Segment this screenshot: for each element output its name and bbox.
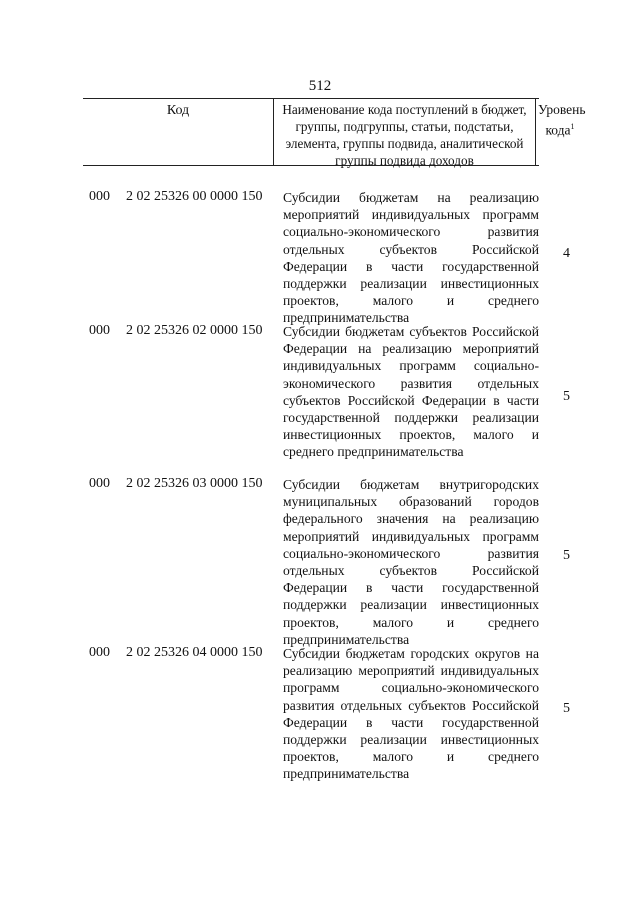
header-level-footnote: 1 (570, 122, 575, 131)
code-level: 5 (563, 701, 570, 716)
income-description: Субсидии бюджетам на реализацию мероприятий индивидуальных программ социально-экономического развития отдельных субъектов Российской Федерации в части государственной поддержки реализации инвестиционных проектов, малого и среднего предпринимательства (283, 190, 539, 326)
income-description: Субсидии бюджетам городских округов на реализацию мероприятий индивидуальных программ социально-экономического развития отдельных субъектов Российской Федерации в части государственной поддержки реализации инвестиционных проектов, малого и среднего предпринимательства (283, 646, 539, 782)
header-level-label: Уровень кода (538, 102, 586, 138)
header-name: Наименование кода поступлений в бюджет, группы, подгруппы, статьи, подстатьи, элемента, группы подвида, аналитической группы подвида доходов (273, 99, 536, 165)
income-description: Субсидии бюджетам внутригородских муниципальных образований городов федерального значения на реализацию мероприятий индивидуальных программ социально-экономического развития отдельных субъектов Российской Федерации в части государственной поддержки реализации инвестиционных проектов, малого и среднего предпринимательства (283, 477, 539, 647)
income-code: 2 02 25326 03 0000 150 (126, 476, 263, 491)
income-description: Субсидии бюджетам субъектов Российской Федерации на реализацию мероприятий индивидуальных программ социально-экономического развития отдельных субъектов Российской Федерации в части государственной поддержки реализации инвестиционных проектов, малого и среднего предпринимательства (283, 324, 539, 460)
income-code: 2 02 25326 00 0000 150 (126, 189, 263, 204)
admin-code: 000 (89, 323, 110, 338)
code-level: 5 (563, 389, 570, 404)
header-kod: Код (166, 103, 190, 118)
table-header (83, 98, 586, 168)
admin-code: 000 (89, 476, 110, 491)
income-code: 2 02 25326 04 0000 150 (126, 645, 263, 660)
code-level: 5 (563, 548, 570, 563)
header-level (538, 101, 586, 139)
code-level: 4 (563, 246, 570, 261)
page-number: 512 (308, 78, 332, 94)
income-code: 2 02 25326 02 0000 150 (126, 323, 263, 338)
admin-code: 000 (89, 189, 110, 204)
admin-code: 000 (89, 645, 110, 660)
